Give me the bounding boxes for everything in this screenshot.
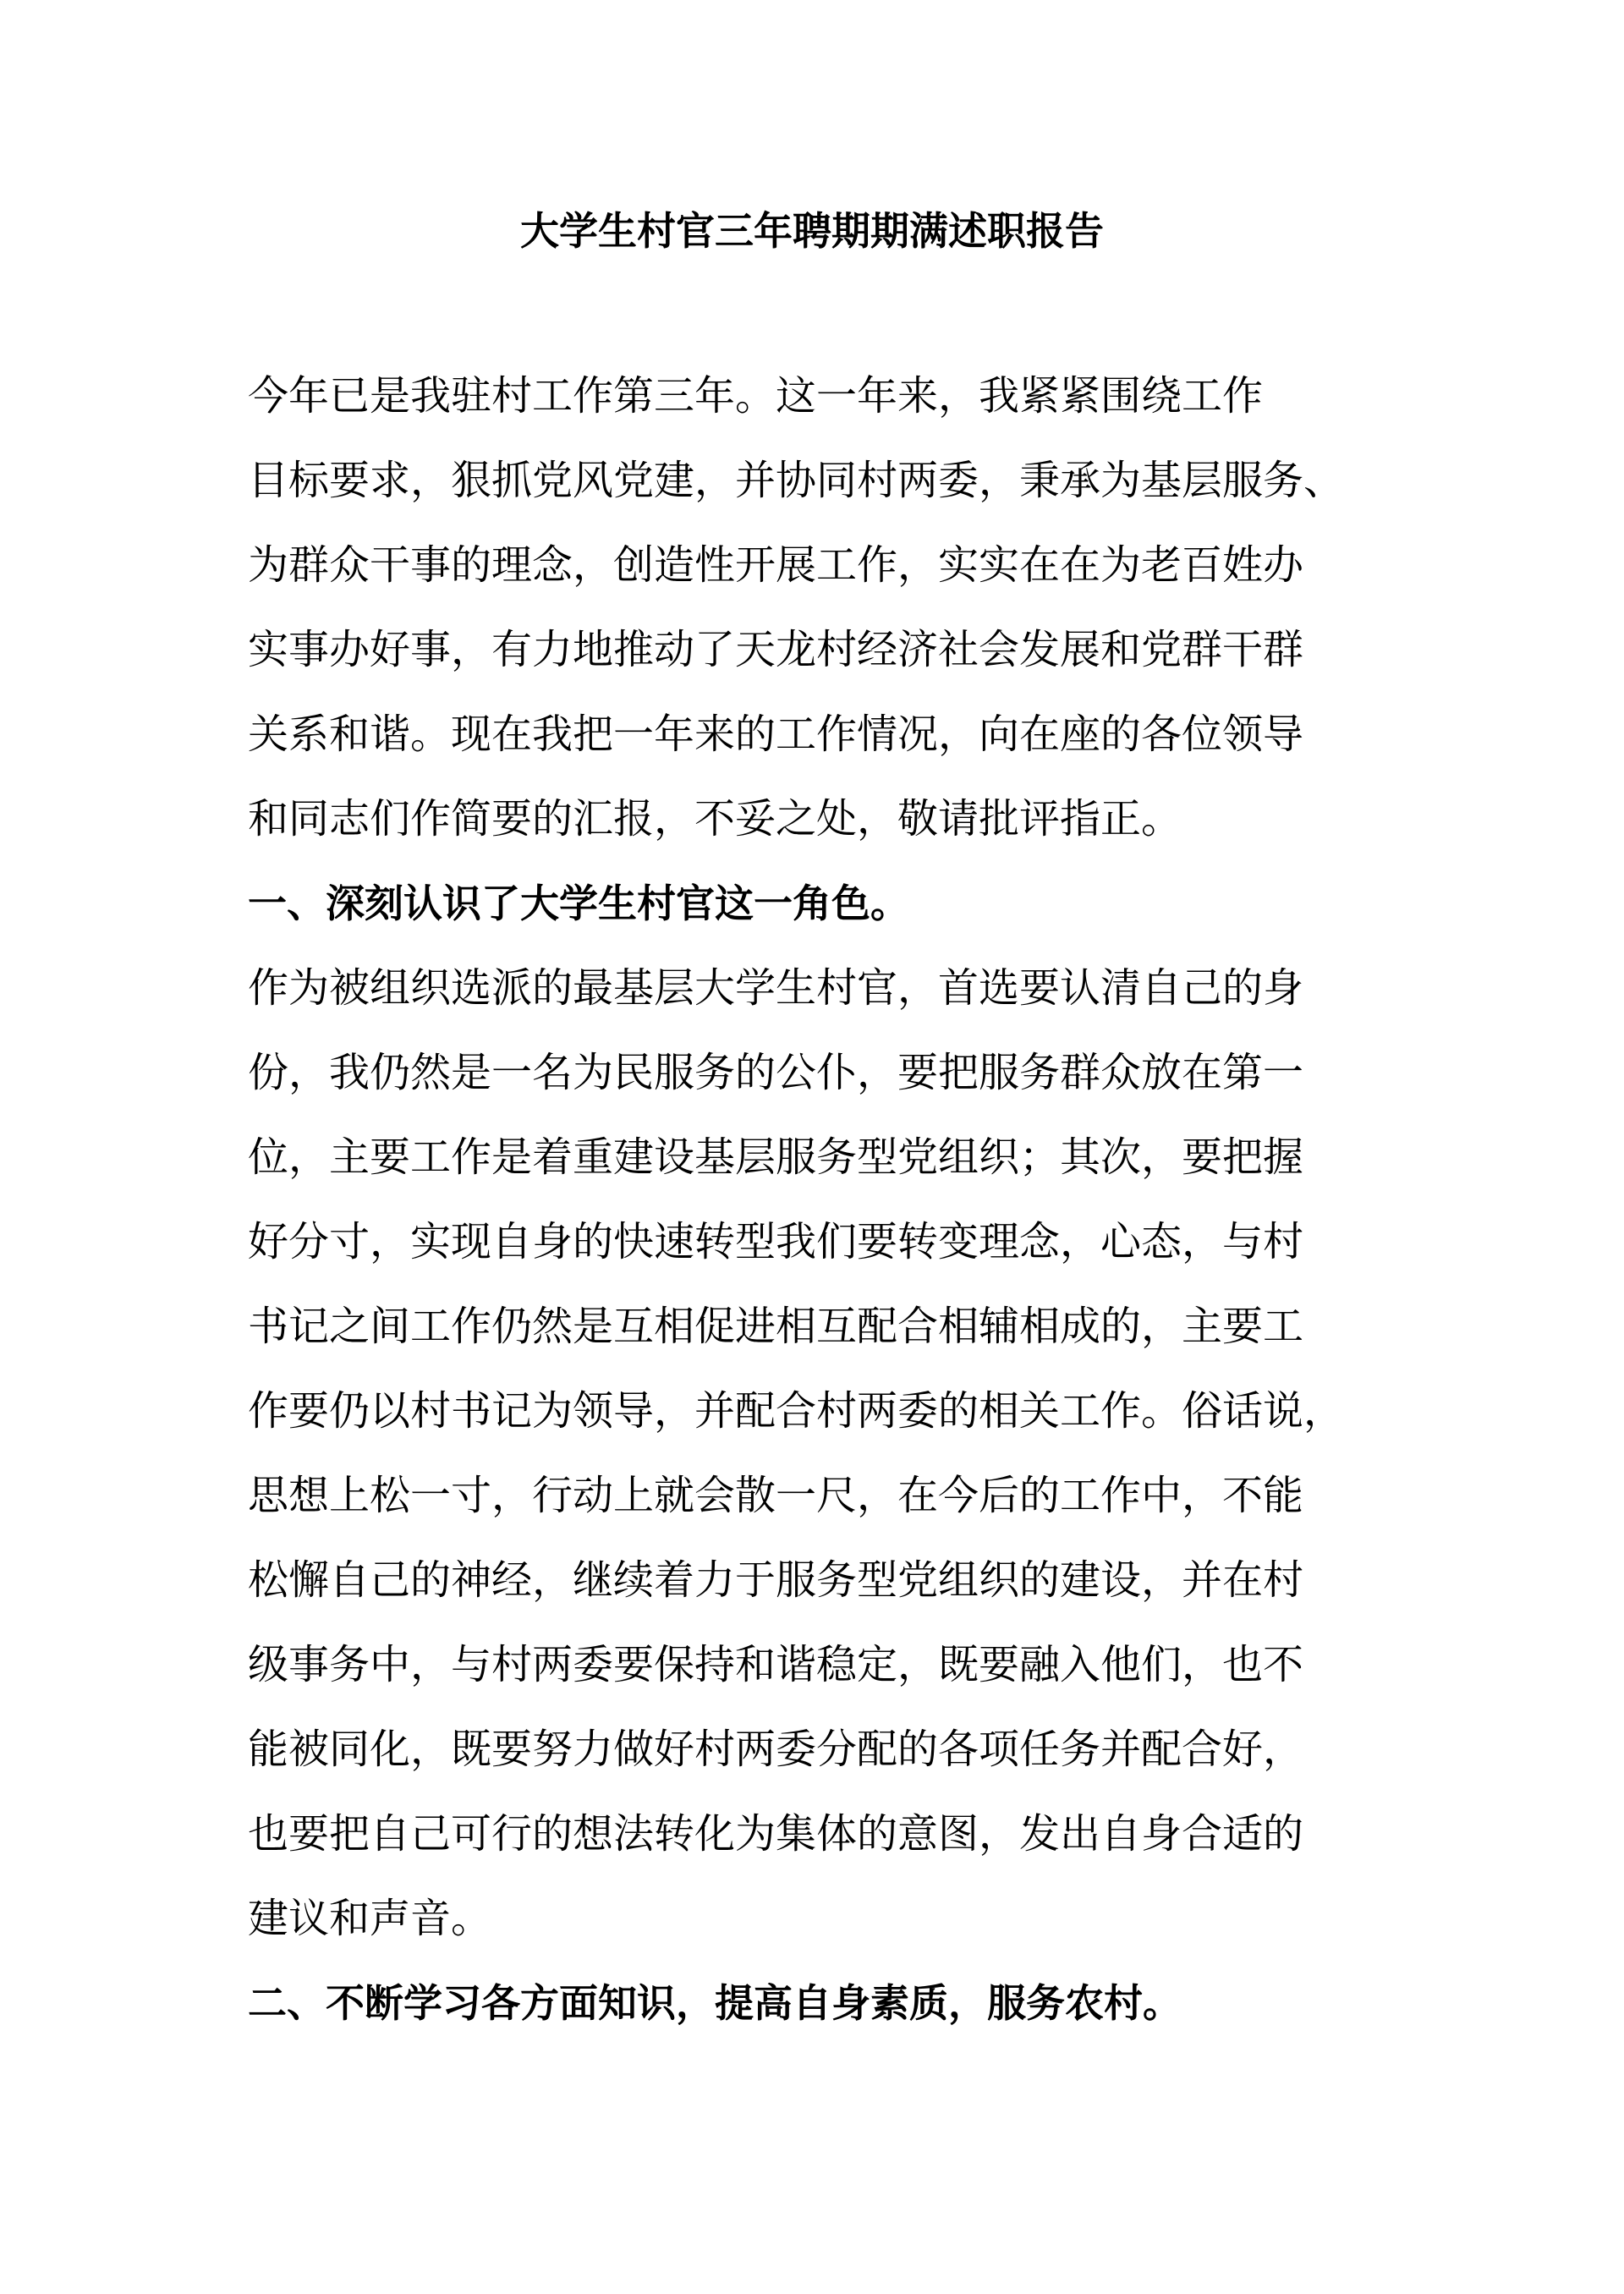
- paragraph-line: 作要仍以村书记为领导，并配合村两委的相关工作。俗话说，: [248, 1387, 1345, 1435]
- paragraph-line: 建议和声音。: [248, 1895, 492, 1942]
- paragraph-line: 实事办好事，有力地推动了天龙村经济社会发展和党群干群: [248, 626, 1304, 673]
- paragraph-line: 作为被组织选派的最基层大学生村官，首选要认清自己的身: [248, 964, 1304, 1012]
- paragraph-line: 为群众干事的理念，创造性开展工作，实实在在为老百姓办: [248, 541, 1304, 589]
- paragraph-line: 目标要求，狠抓党风党建，并协同村两委，秉承为基层服务、: [248, 457, 1345, 504]
- paragraph-line: 能被同化，既要努力做好村两委分配的各项任务并配合好，: [248, 1726, 1304, 1773]
- paragraph-line: 份，我仍然是一名为民服务的公仆，要把服务群众放在第一: [248, 1049, 1304, 1096]
- paragraph-line: 位，主要工作是着重建设基层服务型党组织；其次，要把握: [248, 1133, 1304, 1181]
- paragraph-line: 今年已是我驻村工作第三年。这一年来，我紧紧围绕工作: [248, 372, 1264, 420]
- paragraph-line: 也要把自己可行的想法转化为集体的意图，发出自身合适的: [248, 1810, 1304, 1858]
- paragraph-line: 级事务中，与村两委要保持和谐稳定，既要融入他们，也不: [248, 1641, 1304, 1688]
- document-title: 大学生村官三年聘期期满述职报告: [520, 208, 1104, 254]
- section-heading-1: 一、深刻认识了大学生村官这一角色。: [248, 881, 909, 926]
- paragraph-line: 松懈自己的神经，继续着力于服务型党组织的建设，并在村: [248, 1556, 1304, 1604]
- paragraph-line: 书记之间工作仍然是互相促进相互配合相辅相成的，主要工: [248, 1303, 1304, 1350]
- section-heading-2: 二、不断学习各方面知识，提高自身素质，服务农村。: [248, 1980, 1182, 2026]
- paragraph-line: 思想上松一寸，行动上就会散一尺，在今后的工作中，不能: [248, 1472, 1304, 1519]
- paragraph-line: 和同志们作简要的汇报，不妥之处，敬请批评指正。: [248, 795, 1182, 842]
- paragraph-line: 好分寸，实现自身的快速转型我们要转变理念，心态，与村: [248, 1218, 1304, 1265]
- paragraph-line: 关系和谐。现在我把一年来的工作情况，向在座的各位领导: [248, 711, 1304, 758]
